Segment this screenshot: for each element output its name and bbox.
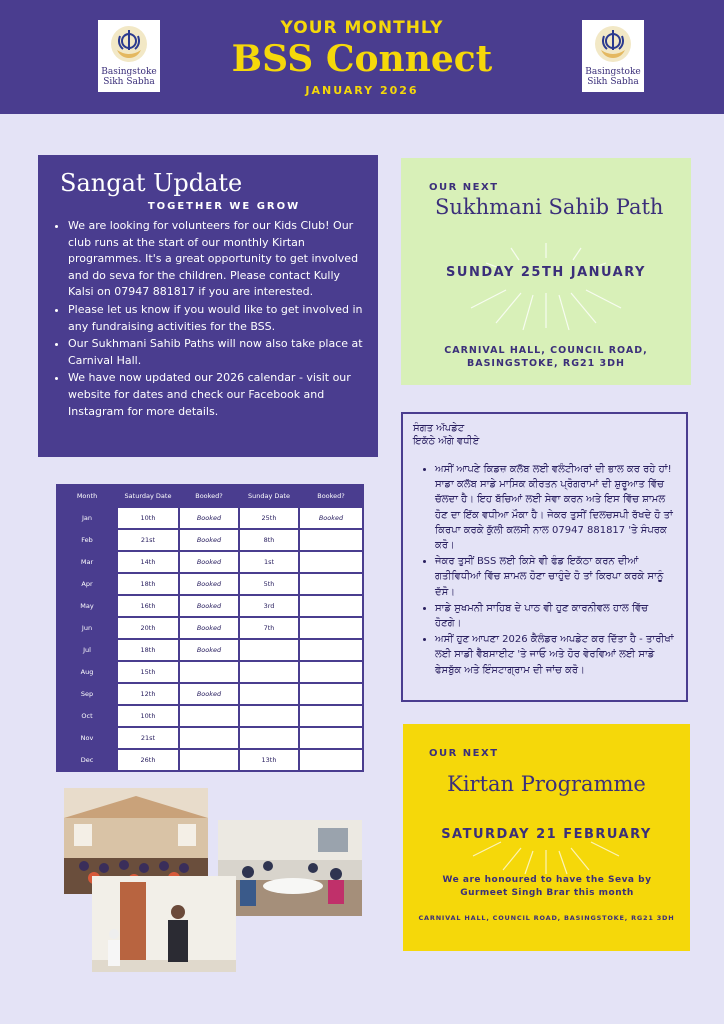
table-cell: Jan [58,508,116,528]
logo-right [580,18,646,94]
table-cell: Oct [58,706,116,726]
table-cell [240,684,298,704]
table-cell [300,574,362,594]
sangat-update-panel [38,155,378,457]
table-cell: 13th [240,750,298,770]
table-row [58,750,362,770]
table-row [58,508,362,528]
table-cell: Booked [180,508,238,528]
punjabi-title: ਸੰਗਤ ਅੱਪਡੇਟ [413,423,465,434]
table-header-row [58,486,362,506]
sukhmani-name: Sukhmani Sahib Path [435,195,664,219]
table-cell: Apr [58,574,116,594]
kirtan-panel [403,724,690,951]
table-cell: Booked [180,640,238,660]
table-cell: Booked [180,684,238,704]
table-cell [180,706,238,726]
header-banner [0,0,724,114]
list-item: • Our Sukhmani Sahib Paths will now also take place at Carnival Hall. [68,336,364,369]
table-cell: Booked [180,530,238,550]
table-cell: 25th [240,508,298,528]
table-cell [300,728,362,748]
column-header: Booked? [180,486,238,506]
photo-speaker [92,876,236,972]
table-cell: 15th [118,662,178,682]
table-cell: 21st [118,728,178,748]
table-cell: Sep [58,684,116,704]
table-cell: Nov [58,728,116,748]
punjabi-list [413,462,676,678]
table-row [58,640,362,660]
list-item: • We are looking for volunteers for our Kids Club! Our club runs at the start of our monthly Kirtan programmes. It's a great opportunity to get involved and do seva for the children. Please contact Kully Kalsi on 07947 881817 if you are interested. [68,218,364,301]
table-cell: 1st [240,552,298,572]
table-cell [300,596,362,616]
table-row [58,552,362,572]
khanda-icon [593,24,633,64]
table-cell: Booked [180,618,238,638]
table-cell: May [58,596,116,616]
kirtan-label: OUR NEXT [429,748,499,759]
table-cell: Booked [180,552,238,572]
sukhmani-venue [401,344,691,370]
table-cell [300,618,362,638]
venue-line: BASINGSTOKE, RG21 3DH [467,358,625,369]
kirtan-name: Kirtan Programme [447,772,646,796]
table-row [58,618,362,638]
punjabi-update-panel [401,412,688,702]
table-cell: 10th [118,706,178,726]
table-cell: 10th [118,508,178,528]
table-row [58,574,362,594]
list-item: • We have now updated our 2026 calendar - visit our website for dates and check our Facebook and Instagram for more details. [68,370,364,420]
table-row [58,684,362,704]
table-cell [300,530,362,550]
table-cell [240,662,298,682]
sukhmani-panel [401,158,691,385]
table-cell: Aug [58,662,116,682]
table-cell: 12th [118,684,178,704]
table-row [58,728,362,748]
table-cell [300,706,362,726]
column-header: Sunday Date [240,486,298,506]
table-cell [300,640,362,660]
table-cell [180,662,238,682]
sangat-title: Sangat Update [60,169,243,197]
table-cell: Booked [300,508,362,528]
sangat-subtitle: TOGETHER WE GROW [147,201,301,212]
table-cell: 18th [118,640,178,660]
table-cell [240,706,298,726]
venue-line: CARNIVAL HALL, COUNCIL ROAD, [444,345,648,356]
kirtan-date: SATURDAY 21 FEBRUARY [441,827,652,842]
table-row [58,706,362,726]
table-cell: Mar [58,552,116,572]
table-cell: Booked [180,574,238,594]
table-row [58,662,362,682]
list-item: • ਸਾਡੇ ਸੁਖਮਨੀ ਸਾਹਿਬ ਦੇ ਪਾਠ ਵੀ ਹੁਣ ਕਾਰਨੀਵਲ ਹਾਲ ਵਿੱਚ ਹੋਣਗੇ। [435,601,676,631]
header-date: JANUARY 2026 [305,84,419,97]
table-row [58,530,362,550]
kirtan-note: We are honoured to have the Seva by Gurmeet Singh Brar this month [442,875,652,898]
column-header: Month [58,486,116,506]
table-cell: 26th [118,750,178,770]
table-cell [300,662,362,682]
table-cell: 3rd [240,596,298,616]
table-cell [300,750,362,770]
sangat-list [54,218,364,420]
table-row [58,596,362,616]
header-top-line: YOUR MONTHLY [280,18,444,38]
table-cell: 18th [118,574,178,594]
table-cell: Dec [58,750,116,770]
table-cell [180,750,238,770]
table-cell: Booked [180,596,238,616]
table-cell: Jun [58,618,116,638]
table-cell: 14th [118,552,178,572]
sukhmani-date: SUNDAY 25TH JANUARY [446,265,646,280]
table-cell: 16th [118,596,178,616]
table-cell: 8th [240,530,298,550]
table-cell [300,552,362,572]
table-cell [300,684,362,704]
table-cell [240,728,298,748]
header-title: BSS Connect [231,38,493,80]
table-cell [240,640,298,660]
column-header: Saturday Date [118,486,178,506]
photo-group-tables [218,820,362,916]
list-item: • ਜੇਕਰ ਤੁਸੀਂ BSS ਲਈ ਕਿਸੇ ਵੀ ਫੰਡ ਇਕੱਠਾ ਕਰਨ ਦੀਆਂ ਗਤੀਵਿਧੀਆਂ ਵਿੱਚ ਸ਼ਾਮਲ ਹੋਣਾ ਚਾਹੁੰਦੇ ਹੋ ਤਾਂ ਕਿਰਪਾ ਕਰਕੇ ਸਾਨੂੰ ਦੱਸੋ। [435,554,676,600]
table-cell: Jul [58,640,116,660]
list-item: • ਅਸੀਂ ਹੁਣ ਆਪਣਾ 2026 ਕੈਲੰਡਰ ਅਪਡੇਟ ਕਰ ਦਿੱਤਾ ਹੈ - ਤਾਰੀਖਾਂ ਲਈ ਸਾਡੀ ਵੈੱਬਸਾਈਟ 'ਤੇ ਜਾਓ ਅਤੇ ਹੋਰ ਵੇਰਵਿਆਂ ਲਈ ਸਾਡੇ ਫੇਸਬੁੱਕ ਅਤੇ ਇੰਸਟਾਗ੍ਰਾਮ ਦੀ ਜਾਂਚ ਕਰੋ। [435,632,676,678]
punjabi-subtitle: ਇਕੱਠੇ ਅੱਗੇ ਵਧੀਏ [413,436,480,447]
logo-text: Basingstoke Sikh Sabha [101,67,157,87]
table-cell: 7th [240,618,298,638]
table-cell: Feb [58,530,116,550]
table-cell: 5th [240,574,298,594]
table-cell: 21st [118,530,178,550]
table-cell [180,728,238,748]
kirtan-venue: CARNIVAL HALL, COUNCIL ROAD, BASINGSTOKE, RG21 3DH [418,914,675,922]
list-item: • ਅਸੀਂ ਆਪਣੇ ਕਿਡਜ਼ ਕਲੱਬ ਲਈ ਵਲੰਟੀਅਰਾਂ ਦੀ ਭਾਲ ਕਰ ਰਹੇ ਹਾਂ! ਸਾਡਾ ਕਲੱਬ ਸਾਡੇ ਮਾਸਿਕ ਕੀਰਤਨ ਪ੍ਰੋਗਰਾਮਾਂ ਦੀ ਸ਼ੁਰੂਆਤ ਵਿੱਚ ਚੱਲਦਾ ਹੈ। ਇਹ ਬੱਚਿਆਂ ਲਈ ਸੇਵਾ ਕਰਨ ਅਤੇ ਇਸ ਵਿੱਚ ਸ਼ਾਮਲ ਹੋਣ ਦਾ ਇੱਕ ਵਧੀਆ ਮੌਕਾ ਹੈ। ਜੇਕਰ ਤੁਸੀਂ ਦਿਲਚਸਪੀ ਰੱਖਦੇ ਹੋ ਤਾਂ ਕਿਰਪਾ ਕਰਕੇ ਕੁੱਲੀ ਕਲਸੀ ਨਾਲ 07947 881817 'ਤੇ ਸੰਪਰਕ ਕਰੋ। [435,462,676,553]
calendar-table [56,484,364,772]
table-cell: 20th [118,618,178,638]
logo-text: Basingstoke Sikh Sabha [585,67,641,87]
list-item: • Please let us know if you would like to get involved in any fundraising activities for the BSS. [68,302,364,335]
column-header: Booked? [300,486,362,506]
sukhmani-label: OUR NEXT [429,182,499,193]
